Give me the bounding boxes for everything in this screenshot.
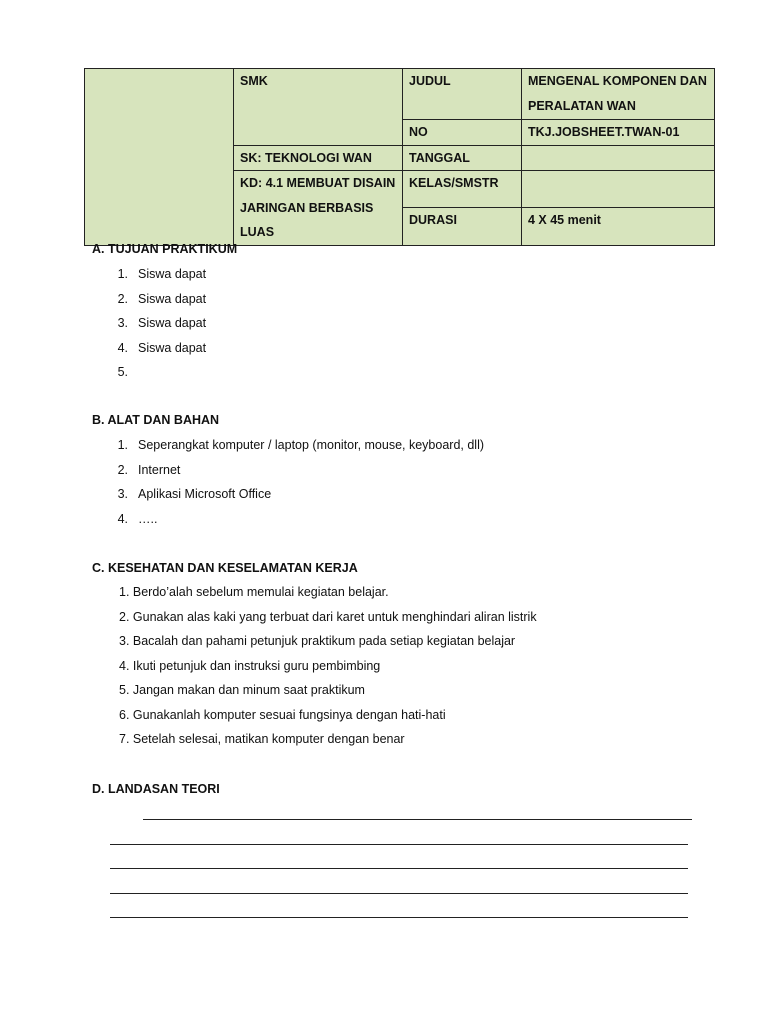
no-label: NO [403, 120, 522, 146]
tanggal-label: TANGGAL [403, 145, 522, 171]
smk-cell: SMK [234, 69, 403, 146]
list-item: 1. Berdo’alah sebelum memulai kegiatan belajar. [119, 585, 389, 599]
list-item: 1. Siswa dapat [117, 267, 207, 281]
section-c-list [119, 580, 719, 752]
list-item: 6. Gunakanlah komputer sesuai fungsinya dengan hati-hati [119, 707, 446, 722]
section-a-list [114, 262, 514, 385]
blank-line [110, 917, 688, 918]
list-item: 3. Bacalah dan pahami petunjuk praktikum pada setiap kegiatan belajar [119, 634, 516, 648]
section-a-title: A. TUJUAN PRAKTIKUM [92, 242, 238, 256]
list-item: 5. Jangan makan dan minum saat praktikum [119, 683, 365, 697]
list-item: 2. Siswa dapat [117, 291, 207, 306]
blank-line [110, 844, 688, 845]
judul-value: MENGENAL KOMPONEN DAN PERALATAN WAN [522, 69, 715, 120]
kd-cell: KD: 4.1 MEMBUAT DISAIN JARINGAN BERBASIS LUAS [234, 171, 403, 246]
list-item: 7. Setelah selesai, matikan komputer dengan benar [119, 732, 405, 746]
blank-line [110, 868, 688, 869]
section-c-title: C. KESEHATAN DAN KESELAMATAN KERJA [92, 561, 358, 575]
tanggal-value [522, 145, 715, 171]
list-item: 4. Ikuti petunjuk dan instruksi guru pembimbing [119, 658, 381, 673]
list-item: 2. Gunakan alas kaki yang terbuat dari karet untuk menghindari aliran listrik [119, 609, 537, 624]
section-d-title: D. LANDASAN TEORI [92, 782, 220, 796]
list-item: 2. Internet [117, 462, 181, 477]
list-item: 1. Seperangkat komputer / laptop (monitor, mouse, keyboard, dll) [117, 438, 485, 452]
judul-label: JUDUL [403, 69, 522, 120]
kelas-value [522, 171, 715, 208]
jobsheet-header-table [84, 68, 715, 246]
list-item: 4. Siswa dapat [117, 340, 207, 355]
list-item: 4. ….. [117, 511, 158, 526]
section-b-list [114, 433, 674, 531]
blank-line [143, 819, 692, 820]
logo-cell [85, 69, 234, 246]
list-item: 5. [117, 365, 128, 379]
kelas-label: KELAS/SMSTR [403, 171, 522, 208]
list-item: 3. Aplikasi Microsoft Office [117, 487, 272, 501]
blank-line [110, 893, 688, 894]
durasi-label: DURASI [403, 208, 522, 245]
no-value: TKJ.JOBSHEET.TWAN-01 [522, 120, 715, 146]
durasi-value: 4 X 45 menit [522, 208, 715, 245]
section-b-title: B. ALAT DAN BAHAN [92, 413, 220, 427]
list-item: 3. Siswa dapat [117, 316, 207, 330]
sk-cell: SK: TEKNOLOGI WAN [234, 145, 403, 171]
